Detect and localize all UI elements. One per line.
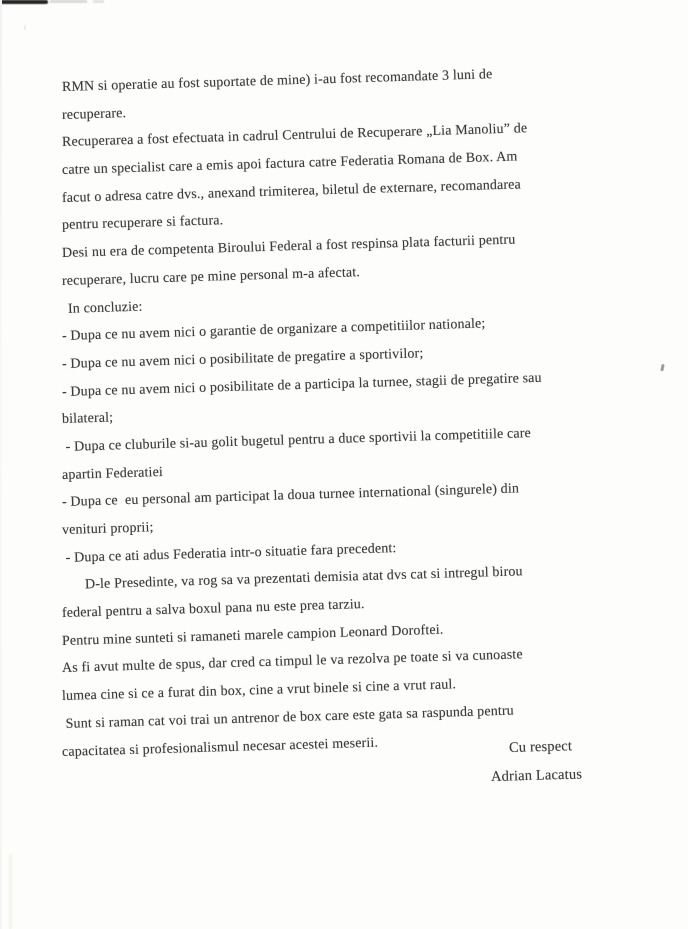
letter-body	[61, 67, 647, 766]
text-line: - Dupa ce cluburile si-au golit bugetul pentru a duce sportivii la competitiile care	[61, 426, 532, 455]
text-line: recuperare.	[61, 105, 127, 123]
scan-artifact-top-light-bar	[93, 0, 104, 3]
text-line: - Dupa ce nu avem nici o garantie de organizare a competitiilor nationale;	[61, 316, 486, 345]
scan-stray-mark	[660, 364, 664, 371]
text-line: - Dupa ce ati adus Federatia intr-o situatie fara precedent:	[61, 540, 397, 566]
scan-artifact-top-dark-bar	[0, 0, 48, 4]
text-line: RMN si operatie au fost suportate de mine) i-au fost recomandate 3 luni de	[61, 67, 493, 95]
text-line: - Dupa ce nu avem nici o posibilitate de a participa la turnee, stagii de pregatire sau	[61, 370, 542, 400]
text-line: federal pentru a salva boxul pana nu este prea tarziu.	[61, 597, 365, 622]
text-line: D-le Presedinte, va rog sa va prezentati demisia atat dvs cat si intregul birou	[84, 564, 523, 593]
text-line: Pentru mine sunteti si ramaneti marele campion Leonard Doroftei.	[61, 622, 444, 649]
text-line: apartin Federatiei	[61, 464, 164, 483]
text-line: Desi nu era de competenta Biroului Federal a fost respinsa plata facturii pentru	[61, 232, 516, 262]
scan-artifact-bottom-edge	[9, 854, 12, 929]
text-line: recuperare, lucru care pe mine personal m-a afectat.	[61, 264, 361, 289]
text-line: facut o adresa catre dvs., anexand trimiterea, biletul de externare, recomandarea	[61, 177, 522, 206]
text-line: - Dupa ce eu personal am participat la doua turnee international (singurele) din	[61, 481, 520, 511]
text-line: bilateral;	[61, 410, 114, 428]
scan-speck	[24, 25, 26, 30]
signature-name: Adrian Lacatus	[490, 766, 583, 785]
scan-artifact-left-edge	[0, 0, 2, 929]
text-line: As fi avut multe de spus, dar cred ca timpul le va rezolva pe toate si va cunoaste	[61, 647, 523, 677]
text-line: pentru recuperare si factura.	[61, 213, 224, 234]
text-line: catre un specialist care a emis apoi factura catre Federatia Romana de Box. Am	[61, 149, 518, 179]
text-line: lumea cine si ce a furat din box, cine a vrut binele si cine a vrut raul.	[61, 677, 457, 705]
text-line: venituri proprii;	[61, 520, 154, 538]
signature-closing: Cu respect	[508, 738, 573, 756]
text-line: Recuperarea a fost efectuata in cadrul Centrului de Recuperare „Lia Manoliu” de	[61, 121, 528, 151]
scan-artifact-top-mid-bar	[50, 0, 87, 3]
text-line: Sunt si raman cat voi trai un antrenor de box care este gata sa raspunda pentru	[61, 703, 515, 732]
text-line: capacitatea si profesionalismul necesar acestei meserii.	[61, 735, 379, 760]
text-line: In concluzie:	[67, 299, 143, 317]
text-line: - Dupa ce nu avem nici o posibilitate de pregatire a sportivilor;	[61, 346, 424, 372]
